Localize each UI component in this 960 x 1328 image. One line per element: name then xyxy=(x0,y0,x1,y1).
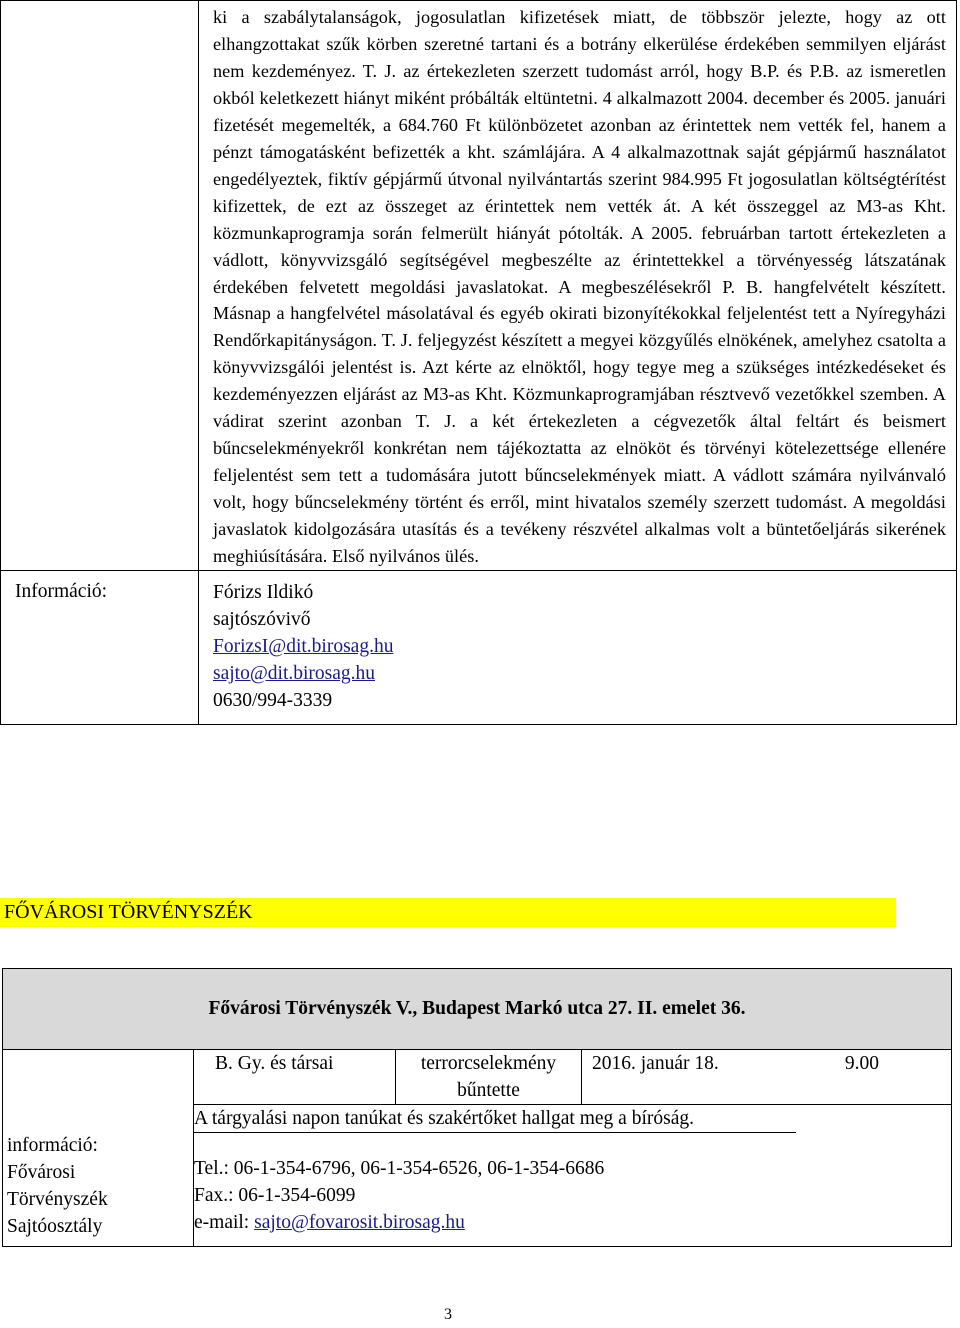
contact-role: sajtószóvivő xyxy=(213,609,311,631)
hearing-note: A tárgyalási napon tanúkat és szakértőket hallgat meg a bíróság. xyxy=(194,1108,694,1129)
info-org-line-1: Fővárosi xyxy=(7,1162,76,1183)
tel-numbers: Tel.: 06-1-354-6796, 06-1-354-6526, 06-1-354-6686 xyxy=(194,1158,605,1179)
contact-name: Fórizs Ildikó xyxy=(213,582,314,604)
press-email-link[interactable]: sajto@fovarosit.birosag.hu xyxy=(254,1212,465,1233)
hearing-table xyxy=(2,968,952,1247)
info-label-2: információ: xyxy=(7,1135,98,1156)
fax-number: Fax.: 06-1-354-6099 xyxy=(194,1185,356,1206)
court-address-header: Fővárosi Törvényszék V., Budapest Markó utca 27. II. emelet 36. xyxy=(3,969,952,1050)
info-org-line-3: Sajtóosztály xyxy=(7,1216,103,1237)
hearing-details xyxy=(194,1050,951,1131)
info-org-line-2: Törvényszék xyxy=(7,1189,108,1210)
right-cell xyxy=(194,1050,952,1247)
offense: terrorcselekmény bűntette xyxy=(396,1050,582,1105)
hearing-time: 9.00 xyxy=(772,1050,951,1105)
email-line xyxy=(194,1209,951,1236)
email-label: e-mail: xyxy=(194,1212,255,1233)
info-cell xyxy=(199,571,957,725)
case-text-cell xyxy=(199,1,957,571)
case-description: ki a szabálytalanságok, jogosulatlan kifizetések miatt, de többször jelezte, hogy az ott elhangzottakat szűk körben szeretné tartani és a botrány elkerülése érdekében semmilyen eljárást nem kezdeményez. T. J. az értekezleten szerzett tudomást arról, hogy B.P. és P.B. az ismeretlen okból keletkezett hiányt miként próbálták eltüntetni. 4 alkalmazott 2004. december és 2005. januári fizetését megemelték, a 684.760 Ft különbözetet azonban az érintettek nem vették fel, hanem a pénzt támogatásként befizették a kht. számlájára. A 4 alkalmazottnak saját gépjármű használatot engedélyeztek, fiktív gépjármű útvonal nyilvántartás szerint 984.995 Ft jogosulatlan költségtérítést kifizettek, de ezt az összeget az érintettek nem vették át. A két összeggel az M3-as Kht. közmunkaprogramja során felmerült hiányát pótolták. A 2005. februárban tartott értekezleten a vádlott, könyvvizsgáló segítségével megbeszélte az érintettekkel a törvényesség látszatának érdekében felvetett megoldási javaslatokat. A megbeszélésekről P. B. hangfelvételt készített. Másnap a hangfelvétel másolatával és egyéb okirati bizonyítékokkal feljelentést tett a Nyíregyházi Rendőrkapitányságon. T. J. feljegyzést készített a megyei közgyűlés elnökének, amelyhez csatolta a könyvvizsgálói jelentést is. Azt kérte az elnöktől, hogy tegye meg a szükséges intézkedéseket és kezdeményezzen eljárást az M3-as Kht. Közmunkaprogramjában résztvevő vezetőkkel szemben. A vádirat szerint azonban T. J. a két értekezleten a cégvezetők által feltárt és beismert bűncselekményekről konkrétan nem tájékoztatta az elnököt és törvényi kötelezettsége ellenére feljelentést sem tett a tudomására jutott bűncselekmények miatt. A vádlott számára nyilvánvaló volt, hogy bűncselekmény történt és erről, mint hivatalos személy szerzett tudomást. A megoldási javaslatok kidolgozására utasítás és a tevékeny részvétel alkalmas volt a büntetőeljárás sikerének meghiúsítására. Első nyilvános ülés. xyxy=(213,7,946,567)
section-title: FŐVÁROSI TÖRVÉNYSZÉK xyxy=(0,898,896,927)
contact-phone: 0630/994-3339 xyxy=(213,690,333,712)
contact-email-link-1[interactable]: ForizsI@dit.birosag.hu xyxy=(213,636,394,658)
case-name: B. Gy. és társai xyxy=(194,1050,396,1105)
contact-email-link-2[interactable]: sajto@dit.birosag.hu xyxy=(213,663,376,685)
info-label-cell xyxy=(1,571,199,725)
left-cell xyxy=(3,1050,194,1247)
hearing-date: 2016. január 18. xyxy=(582,1050,773,1105)
label-cell-empty xyxy=(1,1,199,571)
page-number: 3 xyxy=(444,1306,452,1323)
info-label: Információ: xyxy=(15,581,108,603)
